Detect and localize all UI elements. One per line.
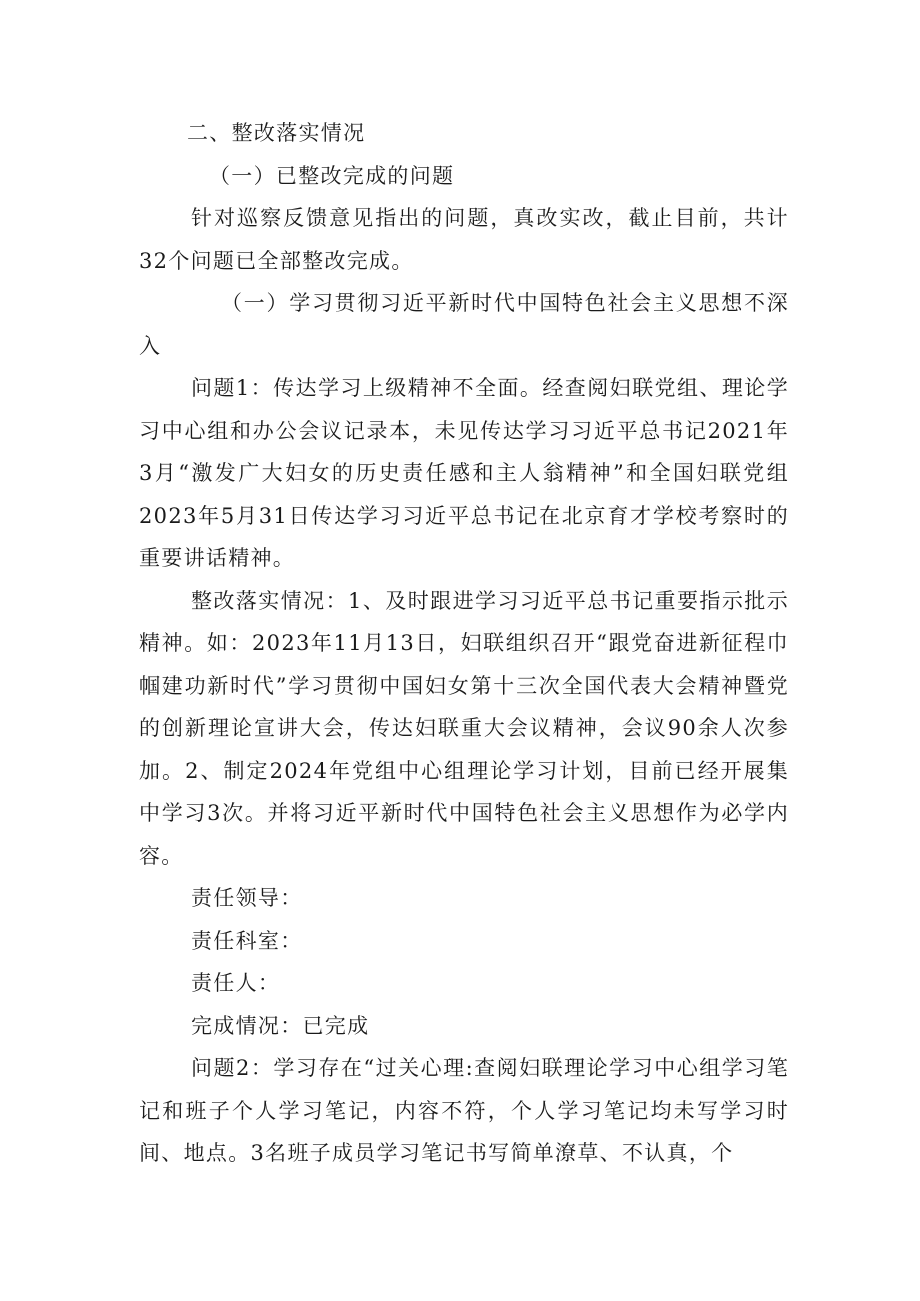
document-body <box>139 112 789 1175</box>
topic-heading: （一）学习贯彻习近平新时代中国特色社会主义思想不深入 <box>139 291 789 358</box>
responsible-person-line: 责任人： <box>191 971 281 995</box>
completion-status-line: 完成情况：已完成 <box>191 1013 370 1038</box>
intro-paragraph: 针对巡察反馈意见指出的问题，真改实改，截止目前，共计32个问题已全部整改完成。 <box>139 206 789 273</box>
responsible-office-line: 责任科室： <box>191 928 303 953</box>
section-heading: 二、整改落实情况 <box>187 121 366 145</box>
problem-2-paragraph: 问题2：学习存在“过关心理:查阅妇联理论学习中心组学习笔记和班子个人学习笔记，内容不符，个人学习笔记均未写学习时间、地点。3名班子成员学习笔记书写简单潦草、不认真，个 <box>139 1056 789 1165</box>
subsection-heading: （一）已整改完成的问题 <box>209 163 455 188</box>
rectification-1-paragraph: 整改落实情况：1、及时跟进学习习近平总书记重要指示批示精神。如：2023年11月13日，妇联组织召开“跟党奋进新征程巾帼建功新时代”学习贯彻中国妇女第十三次全国代表大会精神暨党的创新理论宣讲大会，传达妇联重大会议精神，会议90余人次参加。2、制定2024年党组中心组理论学习计划，目前已经开展集中学习3次。并将习近平新时代中国特色社会主义思想作为必学内容。 <box>139 588 789 868</box>
problem-1-paragraph: 问题1：传达学习上级精神不全面。经查阅妇联党组、理论学习中心组和办公会议记录本，未见传达学习习近平总书记2021年3月“激发广大妇女的历史责任感和主人翁精神”和全国妇联党组2023年5月31日传达学习习近平总书记在北京育才学校考察时的重要讲话精神。 <box>139 376 789 570</box>
responsible-leader-line: 责任领导： <box>191 886 303 910</box>
